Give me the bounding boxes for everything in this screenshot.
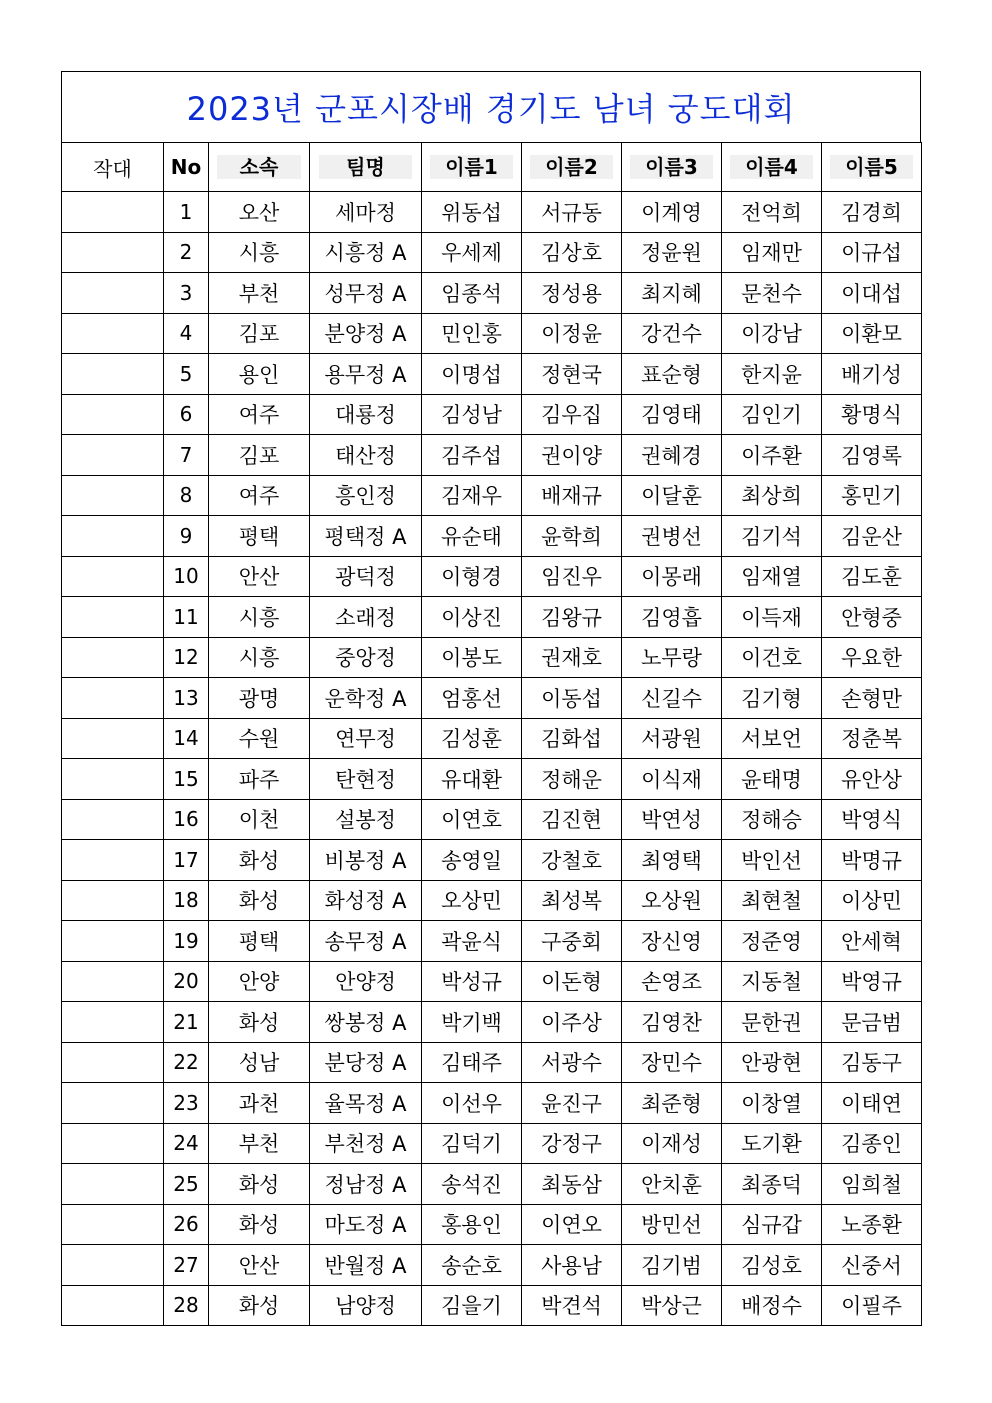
name4-cell: 이창열	[722, 1083, 822, 1124]
name5-cell: 황명식	[822, 394, 922, 435]
name5-cell: 이상민	[822, 880, 922, 921]
sosok-cell: 김포	[209, 313, 310, 354]
team-cell: 탄현정	[310, 759, 422, 800]
name3-cell: 안치훈	[622, 1164, 722, 1205]
no-cell: 6	[164, 394, 209, 435]
col-header-jakdae: 작대	[62, 143, 164, 192]
name1-cell: 김덕기	[422, 1123, 522, 1164]
name2-cell: 김진현	[522, 799, 622, 840]
table-row	[62, 921, 922, 962]
name5-cell: 이규섭	[822, 232, 922, 273]
no-cell: 27	[164, 1245, 209, 1286]
team-cell: 남양정	[310, 1285, 422, 1326]
name5-cell: 신중서	[822, 1245, 922, 1286]
jakdae-cell	[62, 840, 164, 881]
col-header-name5: 이름5	[822, 143, 922, 192]
name1-cell: 위동섭	[422, 192, 522, 233]
name4-cell: 이건호	[722, 637, 822, 678]
name1-cell: 김태주	[422, 1042, 522, 1083]
team-cell: 소래정	[310, 597, 422, 638]
name5-cell: 김도훈	[822, 556, 922, 597]
name4-cell: 서보언	[722, 718, 822, 759]
no-cell: 15	[164, 759, 209, 800]
no-cell: 20	[164, 961, 209, 1002]
name2-cell: 구중회	[522, 921, 622, 962]
name1-cell: 유순태	[422, 516, 522, 557]
name5-cell: 안세혁	[822, 921, 922, 962]
table-row	[62, 475, 922, 516]
col-header-name1: 이름1	[422, 143, 522, 192]
col-header-no: No	[164, 143, 209, 192]
table-row	[62, 1285, 922, 1326]
name5-cell: 이필주	[822, 1285, 922, 1326]
name4-cell: 지동철	[722, 961, 822, 1002]
jakdae-cell	[62, 1245, 164, 1286]
col-header-name3: 이름3	[622, 143, 722, 192]
jakdae-cell	[62, 435, 164, 476]
name4-cell: 이강남	[722, 313, 822, 354]
name1-cell: 이상진	[422, 597, 522, 638]
name4-cell: 최상희	[722, 475, 822, 516]
sosok-cell: 시흥	[209, 232, 310, 273]
col-header-team: 팀명	[310, 143, 422, 192]
sosok-cell: 화성	[209, 840, 310, 881]
no-cell: 19	[164, 921, 209, 962]
table-row	[62, 597, 922, 638]
jakdae-cell	[62, 1164, 164, 1205]
name3-cell: 박연성	[622, 799, 722, 840]
no-cell: 8	[164, 475, 209, 516]
team-cell: 중앙정	[310, 637, 422, 678]
name5-cell: 이태연	[822, 1083, 922, 1124]
name2-cell: 사용남	[522, 1245, 622, 1286]
table-row	[62, 556, 922, 597]
sosok-cell: 오산	[209, 192, 310, 233]
name4-cell: 심규갑	[722, 1204, 822, 1245]
table-row	[62, 394, 922, 435]
team-cell: 비봉정 A	[310, 840, 422, 881]
team-cell: 설봉정	[310, 799, 422, 840]
table-row	[62, 1204, 922, 1245]
sosok-cell: 김포	[209, 435, 310, 476]
jakdae-cell	[62, 637, 164, 678]
name4-cell: 정해승	[722, 799, 822, 840]
name2-cell: 김우집	[522, 394, 622, 435]
name4-cell: 안광현	[722, 1042, 822, 1083]
page-title: 2023년 군포시장배 경기도 남녀 궁도대회	[186, 90, 796, 128]
name5-cell: 이환모	[822, 313, 922, 354]
no-cell: 5	[164, 354, 209, 395]
name4-cell: 이득재	[722, 597, 822, 638]
team-cell: 용무정 A	[310, 354, 422, 395]
name2-cell: 최성복	[522, 880, 622, 921]
name5-cell: 노종환	[822, 1204, 922, 1245]
team-cell: 부천정 A	[310, 1123, 422, 1164]
name2-cell: 서광수	[522, 1042, 622, 1083]
name4-cell: 배정수	[722, 1285, 822, 1326]
team-cell: 마도정 A	[310, 1204, 422, 1245]
team-cell: 태산정	[310, 435, 422, 476]
name2-cell: 이주상	[522, 1002, 622, 1043]
no-cell: 1	[164, 192, 209, 233]
name1-cell: 곽윤식	[422, 921, 522, 962]
name3-cell: 장민수	[622, 1042, 722, 1083]
name2-cell: 배재규	[522, 475, 622, 516]
name3-cell: 정윤원	[622, 232, 722, 273]
name5-cell: 홍민기	[822, 475, 922, 516]
sosok-cell: 여주	[209, 394, 310, 435]
table-row	[62, 961, 922, 1002]
name2-cell: 권이양	[522, 435, 622, 476]
sosok-cell: 부천	[209, 273, 310, 314]
no-cell: 13	[164, 678, 209, 719]
sosok-cell: 시흥	[209, 637, 310, 678]
name5-cell: 김영록	[822, 435, 922, 476]
name1-cell: 민인홍	[422, 313, 522, 354]
sosok-cell: 부천	[209, 1123, 310, 1164]
no-cell: 22	[164, 1042, 209, 1083]
name1-cell: 김성훈	[422, 718, 522, 759]
name1-cell: 이연호	[422, 799, 522, 840]
name1-cell: 김재우	[422, 475, 522, 516]
name5-cell: 김동구	[822, 1042, 922, 1083]
table-row	[62, 678, 922, 719]
table-row	[62, 1245, 922, 1286]
name3-cell: 김영흡	[622, 597, 722, 638]
sosok-cell: 여주	[209, 475, 310, 516]
name4-cell: 김인기	[722, 394, 822, 435]
no-cell: 12	[164, 637, 209, 678]
name3-cell: 권병선	[622, 516, 722, 557]
name1-cell: 송석진	[422, 1164, 522, 1205]
name3-cell: 오상원	[622, 880, 722, 921]
name5-cell: 우요한	[822, 637, 922, 678]
team-cell: 세마정	[310, 192, 422, 233]
no-cell: 24	[164, 1123, 209, 1164]
name5-cell: 김운산	[822, 516, 922, 557]
jakdae-cell	[62, 718, 164, 759]
name5-cell: 임희철	[822, 1164, 922, 1205]
name2-cell: 임진우	[522, 556, 622, 597]
name2-cell: 이연오	[522, 1204, 622, 1245]
name4-cell: 임재만	[722, 232, 822, 273]
name3-cell: 이몽래	[622, 556, 722, 597]
name5-cell: 이대섭	[822, 273, 922, 314]
team-cell: 성무정 A	[310, 273, 422, 314]
name1-cell: 김성남	[422, 394, 522, 435]
jakdae-cell	[62, 678, 164, 719]
name1-cell: 이명섭	[422, 354, 522, 395]
col-header-name4: 이름4	[722, 143, 822, 192]
table-row	[62, 718, 922, 759]
jakdae-cell	[62, 961, 164, 1002]
name5-cell: 손형만	[822, 678, 922, 719]
sosok-cell: 과천	[209, 1083, 310, 1124]
sosok-cell: 수원	[209, 718, 310, 759]
team-cell: 율목정 A	[310, 1083, 422, 1124]
name1-cell: 이형경	[422, 556, 522, 597]
sosok-cell: 평택	[209, 921, 310, 962]
name2-cell: 김왕규	[522, 597, 622, 638]
sosok-cell: 화성	[209, 1164, 310, 1205]
name3-cell: 이계영	[622, 192, 722, 233]
no-cell: 23	[164, 1083, 209, 1124]
team-cell: 흥인정	[310, 475, 422, 516]
col-header-sosok: 소속	[209, 143, 310, 192]
sosok-cell: 안산	[209, 556, 310, 597]
name2-cell: 이동섭	[522, 678, 622, 719]
table-row	[62, 354, 922, 395]
sosok-cell: 안양	[209, 961, 310, 1002]
name2-cell: 정성용	[522, 273, 622, 314]
name1-cell: 임종석	[422, 273, 522, 314]
name1-cell: 박기백	[422, 1002, 522, 1043]
name5-cell: 유안상	[822, 759, 922, 800]
no-cell: 21	[164, 1002, 209, 1043]
table-row	[62, 1164, 922, 1205]
no-cell: 14	[164, 718, 209, 759]
name2-cell: 김상호	[522, 232, 622, 273]
name3-cell: 김기범	[622, 1245, 722, 1286]
name4-cell: 정준영	[722, 921, 822, 962]
table-row	[62, 232, 922, 273]
team-cell: 화성정 A	[310, 880, 422, 921]
sosok-cell: 성남	[209, 1042, 310, 1083]
name4-cell: 김기석	[722, 516, 822, 557]
name3-cell: 이식재	[622, 759, 722, 800]
sosok-cell: 용인	[209, 354, 310, 395]
name3-cell: 강건수	[622, 313, 722, 354]
table-row	[62, 799, 922, 840]
jakdae-cell	[62, 192, 164, 233]
name1-cell: 김을기	[422, 1285, 522, 1326]
team-cell: 연무정	[310, 718, 422, 759]
jakdae-cell	[62, 1042, 164, 1083]
name5-cell: 정춘복	[822, 718, 922, 759]
no-cell: 28	[164, 1285, 209, 1326]
name4-cell: 김기형	[722, 678, 822, 719]
name1-cell: 홍용인	[422, 1204, 522, 1245]
sosok-cell: 화성	[209, 1285, 310, 1326]
document-sheet	[61, 71, 921, 1326]
table-row	[62, 192, 922, 233]
no-cell: 18	[164, 880, 209, 921]
name4-cell: 최종덕	[722, 1164, 822, 1205]
name4-cell: 최현철	[722, 880, 822, 921]
name1-cell: 박성규	[422, 961, 522, 1002]
name5-cell: 배기성	[822, 354, 922, 395]
sosok-cell: 평택	[209, 516, 310, 557]
table-row	[62, 1002, 922, 1043]
jakdae-cell	[62, 475, 164, 516]
team-cell: 송무정 A	[310, 921, 422, 962]
name2-cell: 정현국	[522, 354, 622, 395]
name4-cell: 윤태명	[722, 759, 822, 800]
name5-cell: 박영식	[822, 799, 922, 840]
sosok-cell: 화성	[209, 880, 310, 921]
table-row	[62, 516, 922, 557]
jakdae-cell	[62, 921, 164, 962]
name2-cell: 윤진구	[522, 1083, 622, 1124]
name5-cell: 김종인	[822, 1123, 922, 1164]
name1-cell: 이봉도	[422, 637, 522, 678]
team-cell: 시흥정 A	[310, 232, 422, 273]
name3-cell: 김영태	[622, 394, 722, 435]
name2-cell: 강정구	[522, 1123, 622, 1164]
table-row	[62, 759, 922, 800]
name5-cell: 김경희	[822, 192, 922, 233]
name5-cell: 안형중	[822, 597, 922, 638]
no-cell: 7	[164, 435, 209, 476]
name1-cell: 엄홍선	[422, 678, 522, 719]
no-cell: 3	[164, 273, 209, 314]
name1-cell: 송영일	[422, 840, 522, 881]
sosok-cell: 화성	[209, 1002, 310, 1043]
team-cell: 분당정 A	[310, 1042, 422, 1083]
name3-cell: 최영택	[622, 840, 722, 881]
name2-cell: 윤학희	[522, 516, 622, 557]
name1-cell: 유대환	[422, 759, 522, 800]
no-cell: 25	[164, 1164, 209, 1205]
name4-cell: 전억희	[722, 192, 822, 233]
sosok-cell: 안산	[209, 1245, 310, 1286]
name3-cell: 노무랑	[622, 637, 722, 678]
team-cell: 평택정 A	[310, 516, 422, 557]
name3-cell: 손영조	[622, 961, 722, 1002]
name3-cell: 박상근	[622, 1285, 722, 1326]
jakdae-cell	[62, 1002, 164, 1043]
sosok-cell: 이천	[209, 799, 310, 840]
sosok-cell: 시흥	[209, 597, 310, 638]
name3-cell: 장신영	[622, 921, 722, 962]
name3-cell: 이달훈	[622, 475, 722, 516]
name3-cell: 방민선	[622, 1204, 722, 1245]
table-row	[62, 273, 922, 314]
no-cell: 11	[164, 597, 209, 638]
table-row	[62, 840, 922, 881]
name3-cell: 권혜경	[622, 435, 722, 476]
name2-cell: 권재호	[522, 637, 622, 678]
name3-cell: 최지혜	[622, 273, 722, 314]
name2-cell: 강철호	[522, 840, 622, 881]
name1-cell: 우세제	[422, 232, 522, 273]
name2-cell: 이돈형	[522, 961, 622, 1002]
no-cell: 26	[164, 1204, 209, 1245]
name3-cell: 표순형	[622, 354, 722, 395]
name3-cell: 최준형	[622, 1083, 722, 1124]
name4-cell: 김성호	[722, 1245, 822, 1286]
name3-cell: 김영찬	[622, 1002, 722, 1043]
jakdae-cell	[62, 1083, 164, 1124]
name1-cell: 김주섭	[422, 435, 522, 476]
table-row	[62, 637, 922, 678]
jakdae-cell	[62, 354, 164, 395]
table-row	[62, 880, 922, 921]
jakdae-cell	[62, 232, 164, 273]
sosok-cell: 파주	[209, 759, 310, 800]
team-cell: 쌍봉정 A	[310, 1002, 422, 1043]
jakdae-cell	[62, 880, 164, 921]
name4-cell: 도기환	[722, 1123, 822, 1164]
name2-cell: 이정윤	[522, 313, 622, 354]
name3-cell: 이재성	[622, 1123, 722, 1164]
title-box	[61, 71, 921, 142]
name5-cell: 문금범	[822, 1002, 922, 1043]
table-row	[62, 1083, 922, 1124]
jakdae-cell	[62, 1285, 164, 1326]
team-table	[61, 142, 922, 1326]
jakdae-cell	[62, 759, 164, 800]
name2-cell: 서규동	[522, 192, 622, 233]
no-cell: 2	[164, 232, 209, 273]
name2-cell: 최동삼	[522, 1164, 622, 1205]
no-cell: 9	[164, 516, 209, 557]
name4-cell: 이주환	[722, 435, 822, 476]
no-cell: 16	[164, 799, 209, 840]
team-cell: 분양정 A	[310, 313, 422, 354]
jakdae-cell	[62, 597, 164, 638]
table-row	[62, 313, 922, 354]
jakdae-cell	[62, 516, 164, 557]
sosok-cell: 광명	[209, 678, 310, 719]
name3-cell: 서광원	[622, 718, 722, 759]
name4-cell: 문천수	[722, 273, 822, 314]
col-header-name2: 이름2	[522, 143, 622, 192]
name4-cell: 한지윤	[722, 354, 822, 395]
name4-cell: 박인선	[722, 840, 822, 881]
name1-cell: 송순호	[422, 1245, 522, 1286]
no-cell: 10	[164, 556, 209, 597]
no-cell: 4	[164, 313, 209, 354]
jakdae-cell	[62, 1123, 164, 1164]
name5-cell: 박명규	[822, 840, 922, 881]
name5-cell: 박영규	[822, 961, 922, 1002]
team-cell: 안양정	[310, 961, 422, 1002]
table-header-row	[62, 143, 922, 192]
table-row	[62, 1042, 922, 1083]
no-cell: 17	[164, 840, 209, 881]
team-cell: 운학정 A	[310, 678, 422, 719]
jakdae-cell	[62, 1204, 164, 1245]
table-row	[62, 435, 922, 476]
name2-cell: 박견석	[522, 1285, 622, 1326]
name2-cell: 정해운	[522, 759, 622, 800]
team-cell: 정남정 A	[310, 1164, 422, 1205]
jakdae-cell	[62, 556, 164, 597]
jakdae-cell	[62, 273, 164, 314]
team-cell: 광덕정	[310, 556, 422, 597]
jakdae-cell	[62, 313, 164, 354]
name1-cell: 이선우	[422, 1083, 522, 1124]
table-row	[62, 1123, 922, 1164]
name1-cell: 오상민	[422, 880, 522, 921]
name3-cell: 신길수	[622, 678, 722, 719]
team-cell: 반월정 A	[310, 1245, 422, 1286]
sosok-cell: 화성	[209, 1204, 310, 1245]
name4-cell: 임재열	[722, 556, 822, 597]
name2-cell: 김화섭	[522, 718, 622, 759]
jakdae-cell	[62, 394, 164, 435]
jakdae-cell	[62, 799, 164, 840]
team-cell: 대룡정	[310, 394, 422, 435]
name4-cell: 문한권	[722, 1002, 822, 1043]
